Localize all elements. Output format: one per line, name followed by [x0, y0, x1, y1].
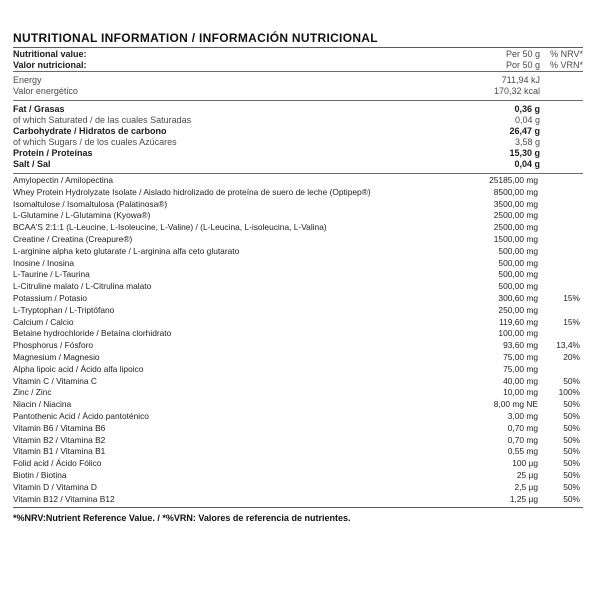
row-value: 0,36 g — [514, 104, 540, 114]
macro-row — [13, 104, 583, 115]
ingredient-row — [13, 470, 583, 482]
ingredient-row — [13, 387, 583, 399]
ingredient-row — [13, 258, 583, 270]
ingredient-row — [13, 482, 583, 494]
row-label: Pantothenic Acid / Ácido pantoténico — [13, 410, 149, 421]
row-percent: 50% — [563, 493, 580, 504]
row-value: 0,55 mg — [507, 446, 538, 457]
row-label: Fat / Grasas — [13, 104, 65, 114]
row-label: L-Glutamine / L-Glutamina (Kyowa®) — [13, 210, 151, 221]
row-value: 75,00 mg — [503, 351, 538, 362]
row-value: 40,00 mg — [503, 375, 538, 386]
row-label: L-Taurine / L-Taurina — [13, 269, 90, 280]
header-section — [13, 48, 583, 71]
ingredient-row — [13, 352, 583, 364]
header-ref: % NRV* — [550, 49, 583, 59]
ingredient-row — [13, 446, 583, 458]
ingredient-row — [13, 458, 583, 470]
header-per: Per 50 g — [505, 49, 540, 59]
row-label: Folid acid / Ácido Fólico — [13, 458, 102, 469]
energy-row — [13, 75, 583, 86]
ingredient-row — [13, 210, 583, 222]
row-label: Inosine / Inosina — [13, 257, 74, 268]
ingredient-row — [13, 317, 583, 329]
row-value: 75,00 mg — [503, 363, 538, 374]
row-percent: 50% — [563, 458, 580, 469]
row-label: Protein / Proteínas — [13, 148, 93, 158]
row-label: L-Tryptophan / L-Triptófano — [13, 304, 115, 315]
row-percent: 100% — [558, 387, 580, 398]
ingredient-row — [13, 293, 583, 305]
ingredient-row — [13, 222, 583, 234]
ingredient-row — [13, 340, 583, 352]
macros-section — [13, 101, 583, 173]
row-label: Vitamin C / Vitamina C — [13, 375, 97, 386]
ingredients-section — [13, 174, 583, 507]
row-label: Betaine hydrochloride / Betaína clorhidrato — [13, 328, 172, 339]
row-percent: 20% — [563, 351, 580, 362]
row-value: 100 µg — [512, 458, 538, 469]
macro-row — [13, 115, 583, 126]
row-label: Potassium / Potasio — [13, 292, 88, 303]
row-value: 0,70 mg — [507, 434, 538, 445]
row-value: 2500,00 mg — [493, 222, 538, 233]
footnote: *%NRV:Nutrient Reference Value. / *%VRN: Valores de referencia de nutrientes. — [13, 513, 351, 524]
row-value: 15,30 g — [509, 148, 540, 158]
ingredient-row — [13, 281, 583, 293]
row-label: Carbohydrate / Hidratos de carbono — [13, 126, 167, 136]
row-percent: 50% — [563, 434, 580, 445]
energy-value: 711,94 kJ — [501, 75, 540, 85]
row-percent: 50% — [563, 422, 580, 433]
row-label: Magnesium / Magnesio — [13, 351, 100, 362]
macro-row — [13, 137, 583, 148]
ingredient-row — [13, 423, 583, 435]
row-percent: 15% — [563, 292, 580, 303]
ingredient-row — [13, 269, 583, 281]
row-value: 500,00 mg — [498, 269, 538, 280]
ingredient-row — [13, 411, 583, 423]
row-percent: 50% — [563, 469, 580, 480]
header-label: Valor nutricional: — [13, 60, 87, 70]
ingredient-row — [13, 328, 583, 340]
row-value: 8,00 mg NE — [493, 399, 538, 410]
ingredient-row — [13, 376, 583, 388]
row-value: 2500,00 mg — [493, 210, 538, 221]
energy-row — [13, 86, 583, 97]
row-label: Vitamin B12 / Vitamina B12 — [13, 493, 115, 504]
ingredient-row — [13, 234, 583, 246]
row-label: L-arginine alpha keto glutarate / L-arginina alfa ceto glutarato — [13, 245, 240, 256]
row-value: 1500,00 mg — [493, 233, 538, 244]
energy-value: 170,32 kcal — [493, 86, 540, 96]
row-value: 0,04 g — [514, 115, 540, 125]
header-per: Por 50 g — [505, 60, 540, 70]
row-value: 3,00 mg — [507, 410, 538, 421]
row-label: Creatine / Creatina (Creapure®) — [13, 233, 133, 244]
header-row — [13, 49, 583, 60]
row-value: 26,47 g — [509, 126, 540, 136]
row-label: of which Sugars / de los cuales Azúcares — [13, 137, 177, 147]
row-label: L-Citruline malato / L-Citrulina malato — [13, 281, 152, 292]
row-value: 8500,00 mg — [493, 186, 538, 197]
ingredient-row — [13, 175, 583, 187]
row-label: Zinc / Zinc — [13, 387, 52, 398]
row-value: 3500,00 mg — [493, 198, 538, 209]
row-percent: 50% — [563, 481, 580, 492]
ingredient-row — [13, 494, 583, 506]
energy-label: Valor energético — [13, 86, 78, 96]
row-label: Phosphorus / Fósforo — [13, 340, 94, 351]
header-row — [13, 60, 583, 71]
row-value: 0,04 g — [514, 159, 540, 169]
macro-row — [13, 159, 583, 170]
macro-row — [13, 148, 583, 159]
row-percent: 15% — [563, 316, 580, 327]
row-value: 1,25 µg — [509, 493, 538, 504]
energy-section — [13, 72, 583, 100]
row-value: 100,00 mg — [498, 328, 538, 339]
ingredient-row — [13, 187, 583, 199]
row-value: 3,58 g — [514, 137, 540, 147]
row-label: Vitamin B1 / Vitamina B1 — [13, 446, 106, 457]
row-value: 10,00 mg — [503, 387, 538, 398]
table-title: NUTRITIONAL INFORMATION / INFORMACIÓN NUTRICIONAL — [13, 31, 378, 45]
row-label: of which Saturated / de las cuales Saturadas — [13, 115, 192, 125]
row-value: 500,00 mg — [498, 257, 538, 268]
row-label: Vitamin D / Vitamina D — [13, 481, 97, 492]
ingredient-row — [13, 305, 583, 317]
nutrition-table — [13, 30, 583, 523]
row-percent: 50% — [563, 410, 580, 421]
row-label: BCAA'S 2:1:1 (L-Leucine, L-Isoleucine, L-Valine) / (L-Leucina, L-isoleucina, L-Valina) — [13, 222, 327, 233]
row-value: 500,00 mg — [498, 281, 538, 292]
row-label: Calcium / Calcio — [13, 316, 74, 327]
row-value: 300,60 mg — [498, 292, 538, 303]
ingredient-row — [13, 399, 583, 411]
row-value: 2,5 µg — [514, 481, 538, 492]
macro-row — [13, 126, 583, 137]
row-value: 25185,00 mg — [489, 175, 538, 185]
row-percent: 50% — [563, 375, 580, 386]
row-label: Whey Protein Hydrolyzate Isolate / Aislado hidrolizado de proteína de suero de leche (Optipep®) — [13, 186, 371, 197]
row-percent: 13,4% — [556, 340, 580, 351]
row-label: Niacin / Niacina — [13, 399, 72, 410]
row-value: 25 µg — [516, 469, 538, 480]
row-value: 93,60 mg — [503, 340, 538, 351]
row-percent: 50% — [563, 399, 580, 410]
bottom-rule — [13, 507, 583, 508]
ingredient-row — [13, 435, 583, 447]
ingredient-row — [13, 246, 583, 258]
row-value: 250,00 mg — [498, 304, 538, 315]
row-value: 500,00 mg — [498, 245, 538, 256]
row-value: 119,60 mg — [499, 316, 538, 327]
row-label: Vitamin B6 / Vitamina B6 — [13, 422, 106, 433]
row-label: Isomaltulose / Isomaltulosa (Palatinosa®) — [13, 198, 168, 209]
row-value: 0,70 mg — [507, 422, 538, 433]
header-ref: % VRN* — [549, 60, 583, 70]
row-label: Vitamin B2 / Vitamina B2 — [13, 434, 106, 445]
row-percent: 50% — [563, 446, 580, 457]
header-label: Nutritional value: — [13, 49, 87, 59]
row-label: Amylopectin / Amilopectina — [13, 175, 114, 185]
energy-label: Energy — [13, 75, 42, 85]
row-label: Biotin / Biotina — [13, 469, 67, 480]
ingredient-row — [13, 364, 583, 376]
ingredient-row — [13, 199, 583, 211]
row-label: Salt / Sal — [13, 159, 51, 169]
row-label: Alpha lipoic acid / Ácido alfa lipoico — [13, 363, 144, 374]
